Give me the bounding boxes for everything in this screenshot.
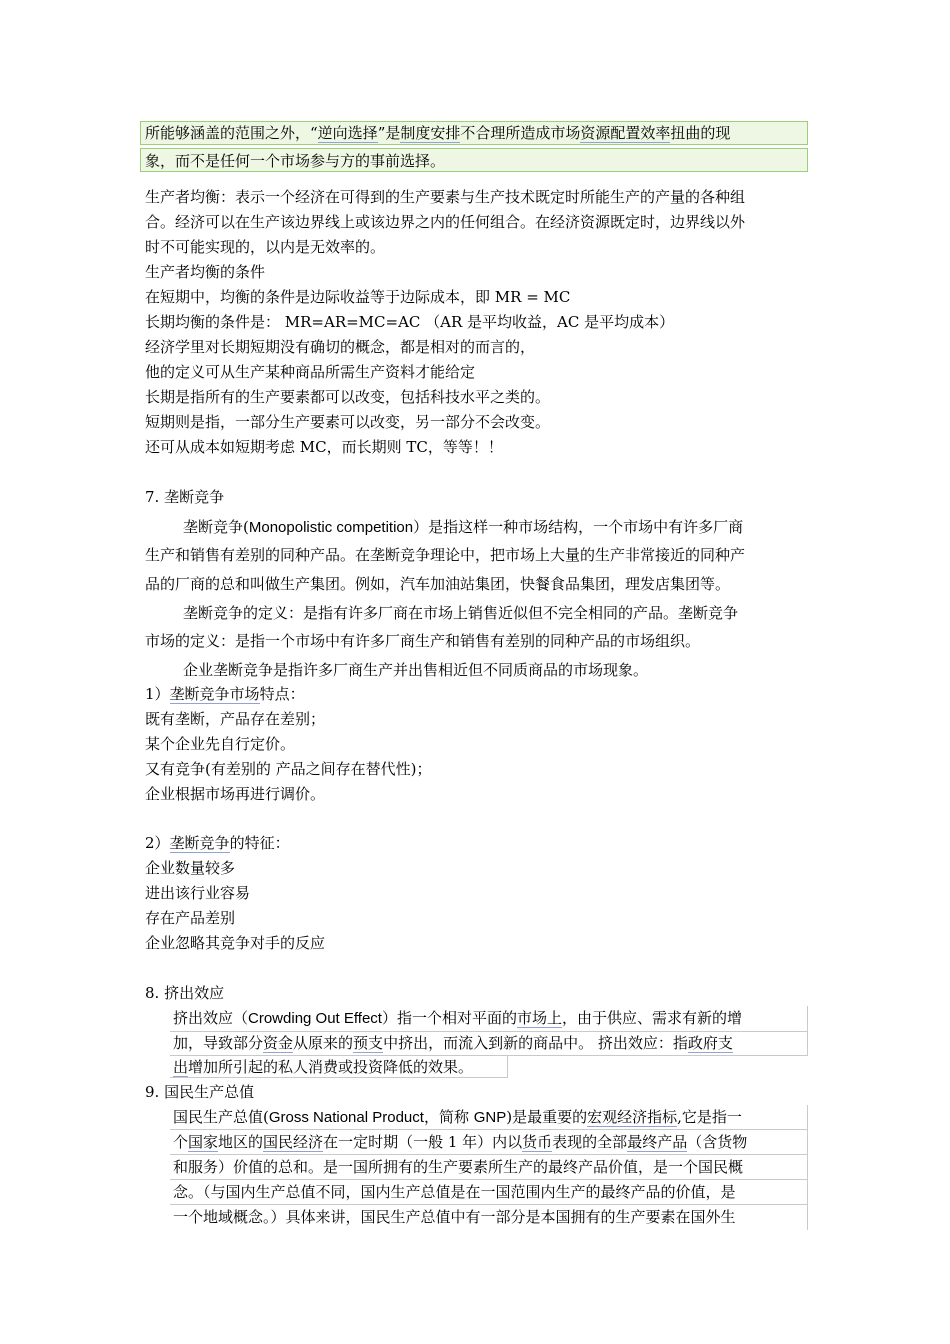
producer-line: 长期是指所有的生产要素都可以改变，包括科技水平之类的。 [145, 388, 551, 406]
characteristics-heading [145, 833, 290, 853]
text: ，由于供应、需求有新的增 [562, 1009, 743, 1027]
characteristics-item: 进出该行业容易 [145, 884, 251, 902]
section-9-heading: 9. 国民生产总值 [145, 1083, 255, 1101]
section-9-line3: 和服务）价值的总和。是一国所拥有的生产要素所生产的最终产品价值，是一个国民概 [173, 1158, 744, 1176]
text: 增加所引起的私人消费或投资降低的效果。 [188, 1058, 474, 1076]
producer-line: 经济学里对长期短期没有确切的概念，都是相对的而言的， [145, 338, 536, 356]
text: ）指一个相对平面的 [381, 1009, 517, 1027]
text: 2） [145, 834, 170, 852]
producer-line: 还可从成本如短期考虑 MC，而长期则 TC，等等！！ [145, 438, 503, 456]
link-country[interactable]: 国家 [188, 1133, 219, 1151]
producer-line: 合。经济可以在生产该边界线上或该边界之内的任何组合。在经济资源既定时，边界线以外 [145, 213, 746, 231]
text: 的特征： [229, 834, 290, 852]
text: 加，导致部分 [173, 1034, 264, 1052]
link-monopolistic-competition-market[interactable]: 垄断竞争市场 [169, 685, 260, 703]
section-7-p2-line1: 垄断竞争的定义：是指有许多厂商在市场上销售近似但不完全相同的产品。垄断竞争 [183, 604, 739, 622]
text: 个 [173, 1133, 189, 1151]
features-item: 某个企业先自行定价。 [145, 735, 296, 753]
link-government-spending[interactable]: 政府支 [687, 1034, 733, 1052]
features-item: 又有竞争(有差别的 产品之间存在替代性)； [145, 760, 432, 778]
section-8-line1 [173, 1008, 742, 1029]
producer-line: 生产者均衡的条件 [145, 263, 266, 281]
text: 地区的 [218, 1133, 264, 1151]
link-government-spending-cont[interactable]: 出 [173, 1058, 189, 1076]
producer-line: 长期均衡的条件是： MR=AR=MC=AC （AR 是平均收益，AC 是平均成本） [145, 313, 675, 331]
text: ）是指这样一种市场结构，一个市场中有许多厂商 [413, 518, 744, 536]
link-currency[interactable]: 货币 [522, 1133, 553, 1151]
section-7-p1-line3: 品的厂商的总和叫做生产集团。例如，汽车加油站集团，快餐食品集团，理发店集团等。 [145, 575, 731, 593]
link-funds[interactable]: 资金 [263, 1034, 294, 1052]
producer-line: 他的定义可从生产某种商品所需生产资料才能给定 [145, 363, 476, 381]
link-market[interactable]: 市场上 [516, 1009, 562, 1027]
text: 不合理所造成市场 [460, 124, 581, 142]
text: 表现的全部 [552, 1133, 628, 1151]
english-abbr: GNP [473, 1109, 507, 1126]
section-7-p1-line1 [183, 517, 743, 538]
features-item: 既有垄断，产品存在差别； [145, 710, 326, 728]
text: 从原来的 [293, 1034, 354, 1052]
text: 垄断竞争( [183, 518, 249, 536]
text: 扭曲的现 [670, 124, 731, 142]
top-box-line2: 象，而不是任何一个市场参与方的事前选择。 [145, 152, 446, 170]
characteristics-item: 存在产品差别 [145, 909, 236, 927]
link-resource-allocation-efficiency[interactable]: 资源配置效率 [580, 124, 671, 142]
english-term: Gross National Product [268, 1109, 424, 1126]
producer-line: 短期则是指，一部分生产要素可以改变，另一部分不会改变。 [145, 413, 551, 431]
section-9-line5: 一个地域概念。）具体来讲，国民生产总值中有一部分是本国拥有的生产要素在国外生 [173, 1208, 736, 1226]
characteristics-item: 企业忽略其竞争对手的反应 [145, 934, 326, 952]
text: （含货物 [687, 1133, 748, 1151]
features-heading [145, 684, 305, 704]
link-national-economy[interactable]: 国民经济 [263, 1133, 324, 1151]
text: )是最重要的 [506, 1108, 588, 1126]
section-7-p3: 企业垄断竞争是指许多厂商生产并出售相近但不同质商品的市场现象。 [183, 661, 649, 679]
link-macroeconomic-indicator[interactable]: 宏观经济指标 [587, 1108, 678, 1126]
section-8-heading: 8. 挤出效应 [145, 984, 225, 1002]
top-box-line1 [145, 123, 730, 143]
link-advance[interactable]: 预支 [353, 1034, 384, 1052]
link-final-product[interactable]: 最终产品 [627, 1133, 688, 1151]
text: 在一定时期（一般 1 年）内以 [323, 1133, 523, 1151]
producer-line: 时不可能实现的，以内是无效率的。 [145, 238, 386, 256]
producer-line: 在短期中，均衡的条件是边际收益等于边际成本，即 MR = MC [145, 288, 571, 306]
section-7-heading: 7. 垄断竞争 [145, 488, 225, 506]
section-9-line4: 念。（与国内生产总值不同，国内生产总值是在一国范围内生产的最终产品的价值，是 [173, 1183, 736, 1201]
english-term: Monopolistic competition [248, 519, 414, 536]
text: 中挤出，而流入到新的商品中。 挤出效应：指 [383, 1034, 688, 1052]
characteristics-item: 企业数量较多 [145, 859, 236, 877]
section-9-line1 [173, 1107, 742, 1128]
text: ”是 [377, 124, 401, 142]
section-8-line2 [173, 1033, 733, 1053]
text: 所能够涵盖的范围之外，“ [145, 124, 318, 142]
text: ,它是指一 [677, 1108, 742, 1126]
section-7-p2-line2: 市场的定义：是指一个市场中有许多厂商生产和销售有差别的同种产品的市场组织。 [145, 632, 701, 650]
features-item: 企业根据市场再进行调价。 [145, 785, 326, 803]
text: 国民生产总值( [173, 1108, 269, 1126]
link-monopolistic-competition[interactable]: 垄断竞争 [169, 834, 230, 852]
english-term: Crowding Out Effect [248, 1010, 382, 1027]
section-8-line3 [173, 1057, 473, 1077]
section-9-line2 [173, 1132, 747, 1152]
producer-line: 生产者均衡：表示一个经济在可得到的生产要素与生产技术既定时所能生产的产量的各种组 [145, 188, 746, 206]
text: ，简称 [423, 1108, 474, 1126]
link-adverse-selection[interactable]: 逆向选择 [317, 124, 378, 142]
section-7-p1-line2: 生产和销售有差别的同种产品。在垄断竞争理论中，把市场上大量的生产非常接近的同种产 [145, 546, 746, 564]
link-institutional-arrangement[interactable]: 制度安排 [400, 124, 461, 142]
text: 挤出效应（ [173, 1009, 249, 1027]
text: 1） [145, 685, 170, 703]
text: 特点： [259, 685, 305, 703]
